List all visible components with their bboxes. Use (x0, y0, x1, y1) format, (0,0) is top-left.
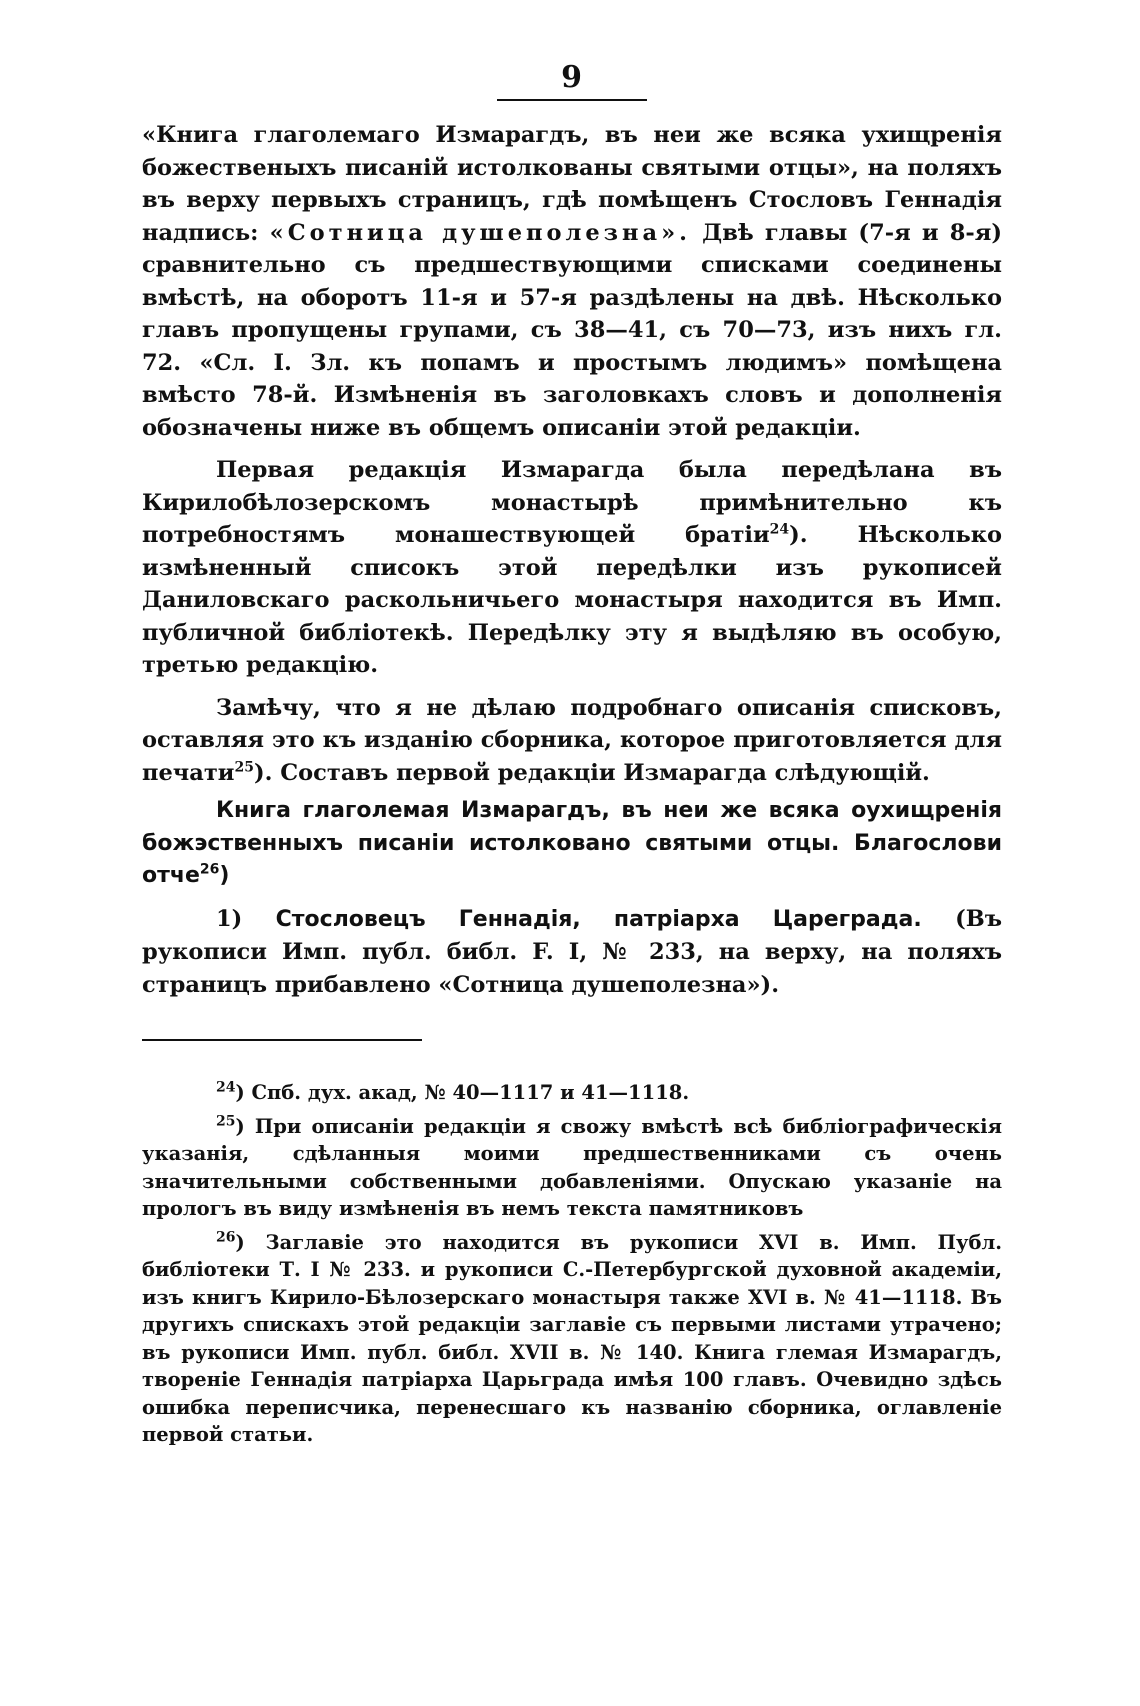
footnote-26-text: ) Заглавіе это находится въ рукописи XVI в. Имп. Публ. библіотеки Т. I № 233. и рукописи С.-Петербургской духовной академіи, изъ книгъ Кирило-Бѣлозерскаго монастыря также XVI в. № 41—1118. Въ другихъ спискахъ этой редакціи заглавіе съ первыми листами утрачено; въ рукописи Имп. публ. библ. XVII в. № 140. Книга глемая Измарагдъ, твореніе Геннадія патріарха Царьграда имѣя 100 главъ. Очевидно здѣсь ошибка переписчика, перенесшаго къ названію сборника, оглавленіе первой статьи. (142, 1230, 1002, 1446)
footnote-25-mark: 25 (216, 1113, 236, 1129)
chapter-title-tail: ) (219, 863, 230, 888)
footnote-rule (142, 1039, 422, 1041)
footnote-ref-26: 26 (199, 861, 220, 878)
footnote-24-text: ) Спб. дух. акад, № 40—1117 и 41—1118. (235, 1081, 690, 1104)
footnote-24-mark: 24 (216, 1079, 236, 1096)
list-item-heading: Стословецъ Геннадія, патріарха Цареграда. (275, 906, 922, 932)
footnote-25-text: ) При описаніи редакціи я свожу вмѣстѣ всѣ библіографическія указанія, сдѣланныя моими предшественниками съ очень значительными собственными добавленіями. Опускаю указаніе на прологъ въ виду измѣненія въ немъ текста памятниковъ (142, 1114, 1002, 1220)
paragraph-3-text: Замѣчу, что я не дѣлаю подробнаго описанія списковъ, оставляя это къ изданію сборника, которое приготовляется для печати (142, 694, 1002, 786)
paragraph-1-spaced-title: «Сотница душеполезна». (269, 219, 691, 246)
paragraph-3 (142, 692, 1002, 790)
paragraph-1-tail: Двѣ главы (7-я и 8-я) сравнительно съ предшествующими списками соединены вмѣстѣ, на оборотъ 11-я и 57-я раздѣлены на двѣ. Нѣсколько главъ пропущены групами, съ 38—41, съ 70—73, изъ нихъ гл. 72. «Сл. І. Зл. къ попамъ и простымъ людимъ» помѣщена вмѣсто 78-й. Измѣненія въ заголовкахъ словъ и дополненія обозначены ниже въ общемъ описаніи этой редакціи. (142, 219, 1003, 441)
paragraph-1 (142, 119, 1002, 444)
paragraph-2 (142, 454, 1002, 682)
chapter-title-text: Книга глаголемая Измарагдъ, въ неи же всяка оухищренія божэственныхъ писаніи истолковано святыми отцы. Благослови отче (142, 798, 1002, 888)
list-number: 1) (216, 905, 276, 932)
paragraph-2-text: Первая редакція Измарагда была передѣлана въ Кирилобѣлозерскомъ монастырѣ примѣнительно къ потребностямъ монашествующей братіи (142, 457, 1002, 548)
book-page (142, 60, 1002, 1449)
paragraph-5 (142, 903, 1002, 1002)
paragraph-3-tail: ). Составъ первой редакціи Измарагда слѣдующій. (253, 759, 930, 786)
chapter-title-paragraph (142, 795, 1002, 893)
paragraph-5-tail: (Въ рукописи Имп. публ. библ. F. I, № 233, на верху, на поляхъ страницъ прибавлено «Сотница душеполезна»). (142, 905, 1002, 998)
footnote-24 (142, 1079, 1002, 1107)
footnote-25 (142, 1113, 1002, 1223)
footnote-26 (142, 1229, 1002, 1449)
footnote-26-mark: 26 (216, 1229, 236, 1245)
footnote-ref-24: 24 (769, 521, 790, 538)
paragraph-2-tail: ). Нѣсколько измѣненный списокъ этой передѣлки изъ рукописей Даниловскаго раскольничьего монастыря находится въ Имп. публичной библіотекѣ. Передѣлку эту я выдѣляю въ особую, третью редакцію. (142, 522, 1002, 678)
footnote-ref-25: 25 (234, 759, 254, 775)
header-rule (497, 99, 647, 101)
page-number: 9 (561, 60, 583, 95)
paragraph-1-text: «Книга глаголемаго Измарагдъ, въ неи же всяка ухищренія божественыхъ писаній истолкованы святыми отцы», на поляхъ въ верху первыхъ страницъ, гдѣ помѣщенъ Стословъ Геннадія надпись: (142, 122, 1002, 246)
